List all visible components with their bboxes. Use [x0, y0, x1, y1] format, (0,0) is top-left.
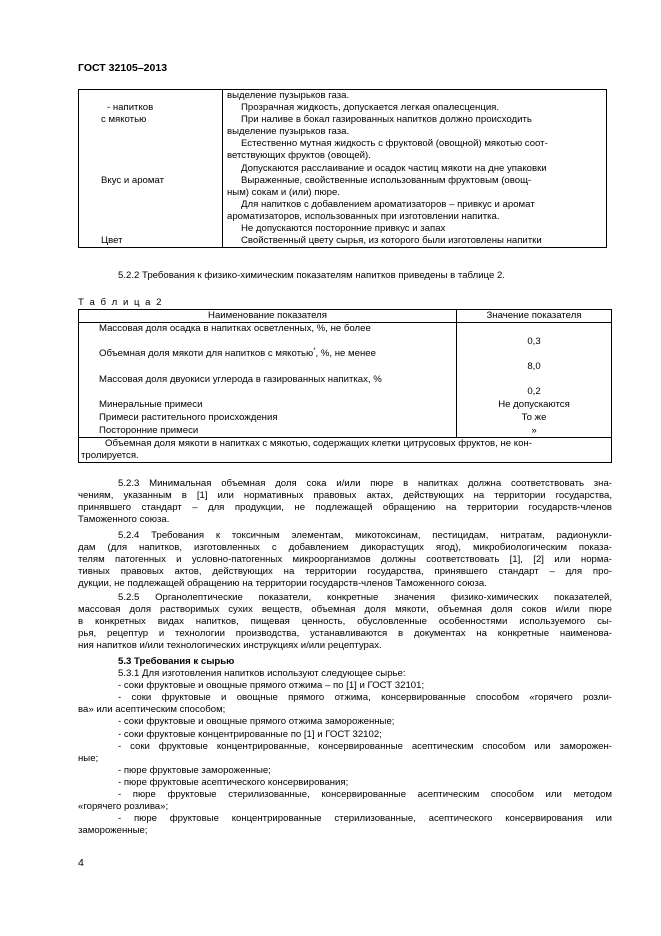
table2-names-cell: [79, 323, 457, 438]
list-item: - соки фруктовые и овощные прямого отжима, консервированные способом «горячего розли-: [118, 692, 612, 704]
table1-left-line: [79, 187, 222, 199]
table1-right-column: [223, 90, 607, 248]
table1-right-line: При наливе в бокал газированных напитков должно происходить: [241, 114, 532, 126]
section-heading: 5.3 Требования к сырью: [118, 656, 235, 667]
footnote-line: Объемная доля мякоти в напитках с мякотью, содержащих клетки цитрусовых фруктов, не кон-: [105, 438, 532, 450]
table2-name-suffix: , %, не менее: [315, 348, 376, 360]
table1-right-line: Естественно мутная жидкость с фруктовой (овощной) мякотью соот-: [241, 138, 548, 150]
table1-left-line: [79, 126, 222, 138]
paragraph-line: телям патогенных и условно-патогенных микроорганизмов должны соответствовать [1], [2] или норма-: [78, 554, 612, 566]
table1-left-line: [79, 223, 222, 235]
table2-name: [99, 336, 452, 349]
table2-value: 8,0: [527, 361, 541, 373]
paragraph-5-2-3: [78, 478, 612, 526]
footnote-line: тролируется.: [81, 450, 139, 462]
table2-footnote: [79, 438, 612, 463]
paragraph-line: 5.2.5 Органолептические показатели, конкретные значения физико-химических показателей,: [118, 592, 612, 603]
list-item: ва» или асептическим способом;: [78, 704, 226, 716]
table2-value: [461, 348, 607, 361]
table2-value: [461, 374, 607, 387]
table1-left-line: Вкус и аромат: [101, 174, 165, 186]
footnote-marker: *: [313, 348, 316, 355]
table1-right-line: ным) сокам и (или) пюре.: [227, 186, 341, 198]
table1-right-line: Для напитков с добавлением ароматизаторов – привкус и аромат: [241, 198, 535, 210]
table1-left-line: - напитков: [107, 102, 154, 114]
table2-header-value: Значение показателя: [457, 310, 612, 323]
table2-header-name: Наименование показателя: [79, 310, 457, 323]
table2-name: Посторонние примеси: [99, 424, 199, 436]
list-item: - соки фруктовые концентрированные, консервированные асептическим способом или заморожен-: [118, 740, 612, 752]
table1-left-column: [79, 90, 223, 248]
table1-right-line: Выраженные, свойственные использованным фруктовым (овощ-: [241, 174, 532, 186]
table2-name: [99, 386, 452, 399]
paragraph-line: массовая доля растворимых сухих веществ, объемная доля мякоти, объемная доля соков и/или пюре: [78, 604, 612, 616]
table1-right-line: выделение пузырьков газа.: [227, 126, 350, 138]
table2-name: [99, 361, 452, 374]
table1-right-line: Свойственный цвету сырья, из которого были изготовлены напитки: [241, 235, 542, 247]
table1-left-line: Цвет: [101, 235, 123, 247]
paragraph-line: 5.3.1 Для изготовления напитков используют следующее сырье:: [118, 668, 406, 680]
paragraph-line: рья, рецептур и технологии производства, устанавливаются в документах на конкретные наименова-: [78, 628, 612, 640]
table2-value: [461, 323, 607, 336]
table2-value: 0,3: [527, 335, 541, 347]
paragraph-5-2-5: [78, 592, 612, 652]
list-item: - пюре фруктовые стерилизованные, консервированные асептическим способом или методом: [118, 789, 612, 801]
table2-value: 0,2: [527, 386, 541, 398]
list-item: замороженные;: [78, 825, 148, 837]
table2-name: Примеси растительного происхождения: [99, 411, 278, 423]
page-header: ГОСТ 32105–2013: [78, 62, 168, 74]
paragraph-line: Таможенного союза.: [78, 514, 170, 526]
table1-left-line: [79, 90, 222, 102]
table2-value: Не допускаются: [498, 399, 570, 411]
page-number: 4: [78, 857, 84, 869]
table1-left-line: [79, 150, 222, 162]
table1-right-line: выделение пузырьков газа.: [227, 90, 350, 101]
list-item: - соки фруктовые и овощные прямого отжима – по [1] и ГОСТ 32101;: [118, 680, 425, 692]
table2-name: Минеральные примеси: [99, 399, 203, 411]
list-item: - пюре фруктовые замороженные;: [118, 764, 271, 776]
table1-right-line: Не допускаются посторонние привкус и запах: [241, 223, 446, 235]
organoleptic-table: [78, 89, 607, 248]
table1-left-line: [79, 138, 222, 150]
paragraph-5-2-4: [78, 530, 612, 590]
paragraph-line: дам (для напитков, изготовленных с добавлением дикорастущих ягод), микробиологическим показа-: [78, 542, 612, 554]
list-item: ные;: [78, 752, 99, 764]
paragraph-line: тивных правовых актов, действующих на территории государства, принявшего стандарт – для про-: [78, 566, 612, 578]
table1-right-line: Прозрачная жидкость, допускается легкая опалесценция.: [241, 102, 500, 114]
list-item: - пюре фруктовые асептического консервирования;: [118, 776, 349, 788]
list-item: «горячего розлива»;: [78, 801, 169, 813]
physchem-table: [78, 309, 612, 463]
table1-right-line: ветствующих фруктов (овощей).: [227, 150, 371, 162]
table1-left-line: с мякотью: [101, 114, 147, 126]
list-item: - пюре фруктовые концентрированные стерилизованные, асептического консервирования или: [118, 813, 612, 825]
paragraph-5-2-2: [78, 270, 612, 282]
table2-name: Объемная доля мякоти для напитков с мякотью: [99, 348, 314, 360]
table1-left-line: [79, 211, 222, 223]
table1-right-line: ароматизаторов, использованных при изготовлении напитка.: [227, 210, 500, 222]
table1-left-line: [79, 199, 222, 211]
table2-values-cell: [457, 323, 612, 438]
section-5-3: [78, 656, 612, 837]
paragraph-line: ния напитков и/или технологических инструкциях и/или рецептурах.: [78, 640, 382, 652]
paragraph-line: в конкретных видах напитков, пищевая ценность, обусловленные особенностями используемого сы-: [78, 616, 612, 628]
table2-name: Массовая доля двуокиси углерода в газированных напитках, %: [99, 373, 382, 385]
table2-name-row: [99, 348, 452, 361]
table2-name: Массовая доля осадка в напитках осветленных, %, не более: [99, 323, 371, 334]
list-item: - соки фруктовые и овощные прямого отжима замороженные;: [118, 716, 395, 728]
paragraph-line: 5.2.2 Требования к физико-химическим показателям напитков приведены в таблице 2.: [118, 270, 505, 281]
paragraph-line: дукции, не подлежащей обращению на территории государств-членов Таможенного союза.: [78, 578, 487, 590]
paragraph-line: 5.2.3 Минимальная объемная доля сока и/или пюре в напитках должна соответствовать зна-: [118, 478, 612, 489]
table2-value: То же: [521, 411, 547, 423]
list-item: - соки фруктовые концентрированные по [1] и ГОСТ 32102;: [118, 728, 382, 740]
paragraph-line: чениям, указанным в [1] или нормативных правовых актах, действующих на территории государства,: [78, 490, 612, 502]
table1-left-line: [79, 163, 222, 175]
paragraph-line: 5.2.4 Требования к токсичным элементам, микотоксинам, пестицидам, нитратам, радионукли-: [118, 530, 612, 541]
table2-caption: Т а б л и ц а 2: [78, 297, 163, 308]
table2-value: »: [531, 424, 537, 436]
paragraph-line: принявшего стандарт – для продукции, не подлежащей обращению на территории государств-членов: [78, 502, 612, 514]
table1-right-line: Допускаются расслаивание и осадок частиц мякоти на дне упаковки: [241, 162, 547, 174]
